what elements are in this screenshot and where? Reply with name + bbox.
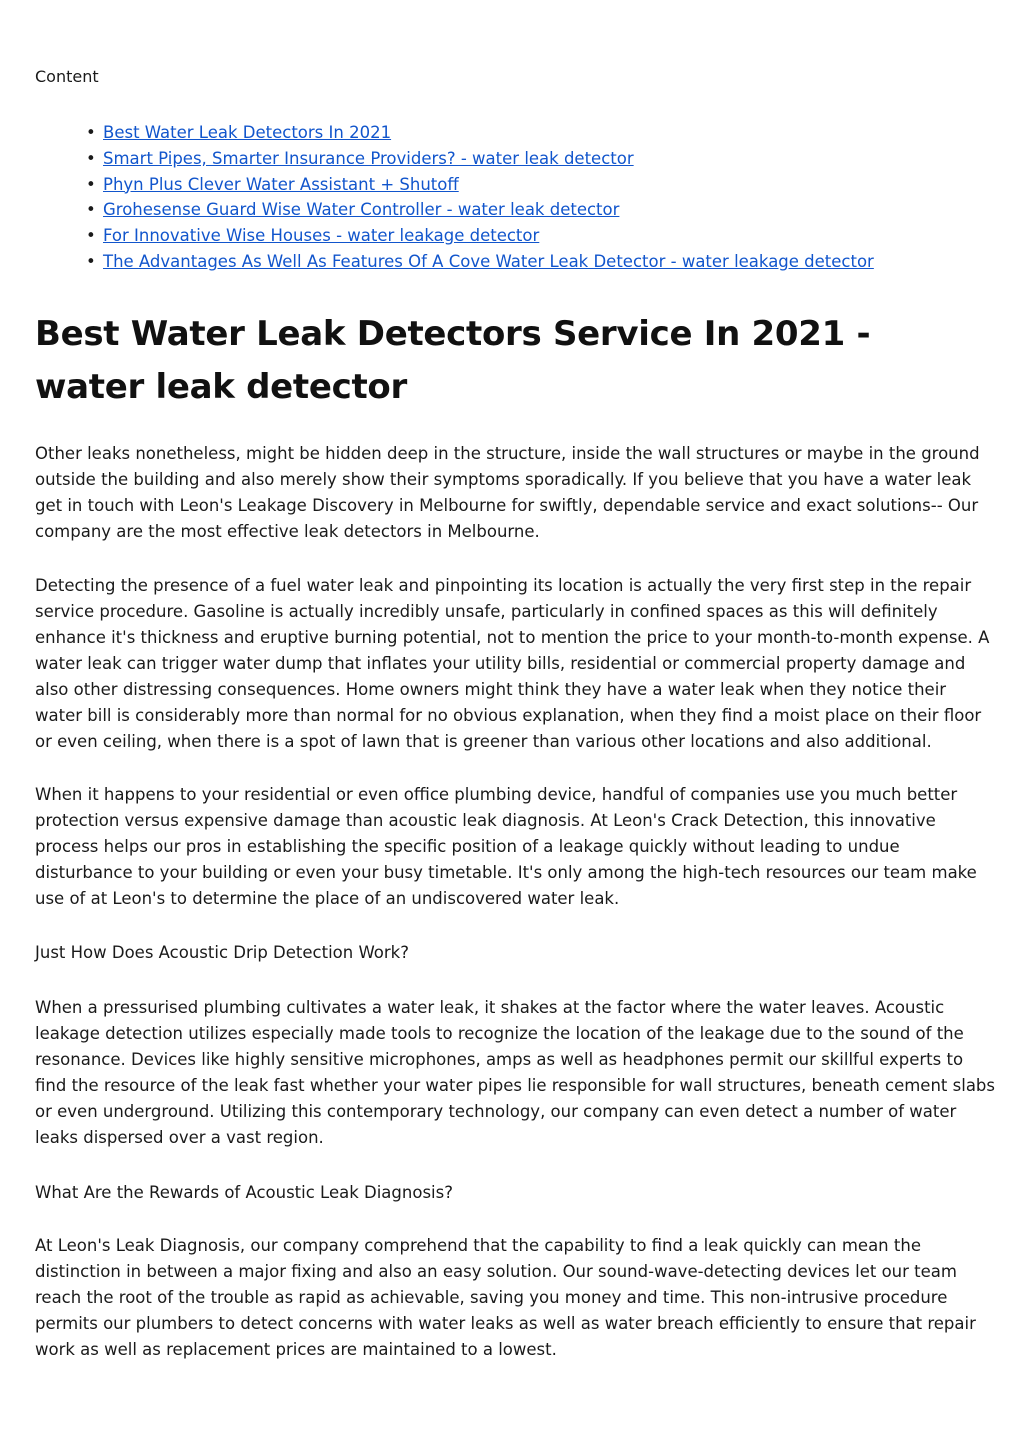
- paragraph: At Leon's Leak Diagnosis, our company comprehend that the capability to find a leak quickly can mean the distinction in between a major fixing and also an easy solution. Our sound-wave-detecting devices let our team reach the root of the trouble as rapid as achievable, saving you money and time. This non-intrusive procedure permits our plumbers to detect concerns with water leaks as well as water breach efficiently to ensure that repair work as well as replacement prices are maintained to a lowest.: [35, 1236, 976, 1359]
- toc-link-grohesense-guard[interactable]: Grohesense Guard Wise Water Controller - water leak detector: [103, 200, 620, 220]
- toc-link-cove-advantages[interactable]: The Advantages As Well As Features Of A Cove Water Leak Detector - water leakage detector: [103, 251, 874, 271]
- toc-item: [35, 197, 874, 223]
- article-title: Best Water Leak Detectors Service In 2021 - water leak detector: [35, 314, 871, 407]
- toc-item: [35, 172, 874, 198]
- subheading-question: What Are the Rewards of Acoustic Leak Diagnosis?: [35, 1183, 453, 1202]
- paragraph: Detecting the presence of a fuel water leak and pinpointing its location is actually the very first step in the repair service procedure. Gasoline is actually incredibly unsafe, particularly in confined spaces as this will definitely enhance it's thickness and eruptive burning potential, not to mention the price to your month-to-month expense. A water leak can trigger water dump that inflates your utility bills, residential or commercial property damage and also other distressing consequences. Home owners might think they have a water leak when they notice their water bill is considerably more than normal for no obvious explanation, when they find a moist place on their floor or even ceiling, when there is a spot of lawn that is greener than various other locations and also additional.: [35, 576, 990, 751]
- toc-label: Content: [35, 67, 99, 86]
- paragraph: When a pressurised plumbing cultivates a water leak, it shakes at the factor where the water leaves. Acoustic leakage detection utilizes especially made tools to recognize the location of the leakage due to the sound of the resonance. Devices like highly sensitive microphones, amps as well as headphones permit our skillful experts to find the resource of the leak fast whether your water pipes lie responsible for wall structures, beneath cement slabs or even underground. Utilizing this contemporary technology, our company can even detect a number of water leaks dispersed over a vast region.: [35, 998, 995, 1147]
- table-of-contents: [35, 120, 874, 275]
- paragraph: When it happens to your residential or even office plumbing device, handful of companies use you much better protection versus expensive damage than acoustic leak diagnosis. At Leon's Crack Detection, this innovative process helps our pros in establishing the specific position of a leakage quickly without leading to undue disturbance to your building or even your busy timetable. It's only among the high-tech resources our team make use of at Leon's to determine the place of an undiscovered water leak.: [35, 785, 977, 908]
- toc-item: [35, 120, 874, 146]
- paragraph: Other leaks nonetheless, might be hidden deep in the structure, inside the wall structures or maybe in the ground outside the building and also merely show their symptoms sporadically. If you believe that you have a water leak get in touch with Leon's Leakage Discovery in Melbourne for swiftly, dependable service and exact solutions-- Our company are the most effective leak detectors in Melbourne.: [35, 444, 980, 541]
- toc-link-smart-pipes[interactable]: Smart Pipes, Smarter Insurance Providers? - water leak detector: [103, 148, 634, 168]
- toc-link-innovative-wise-houses[interactable]: For Innovative Wise Houses - water leakage detector: [103, 226, 540, 246]
- toc-link-phyn-plus[interactable]: Phyn Plus Clever Water Assistant + Shutoff: [103, 174, 459, 194]
- toc-item: [35, 223, 874, 249]
- toc-item: [35, 249, 874, 275]
- toc-item: [35, 146, 874, 172]
- subheading-question: Just How Does Acoustic Drip Detection Work?: [35, 943, 409, 962]
- toc-link-best-water-leak-detectors[interactable]: Best Water Leak Detectors In 2021: [103, 123, 392, 142]
